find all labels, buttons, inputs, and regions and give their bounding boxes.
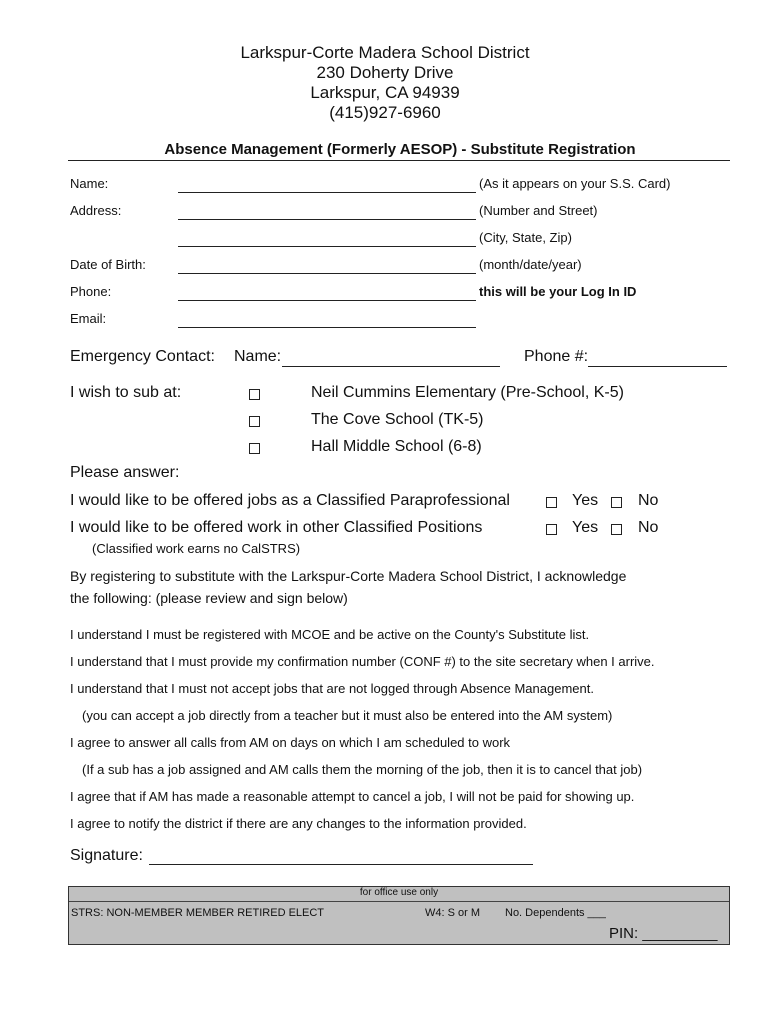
office-pin: PIN: _________ [609,925,718,942]
title-rule [68,160,730,161]
email-label: Email: [70,311,107,326]
name-field[interactable] [178,192,476,193]
district-phone: (415)927-6960 [329,103,441,122]
school-hall: Hall Middle School (6-8) [311,438,482,455]
statement-accept-note: (you can accept a job directly from a teacher but it must also be entered into the AM system) [82,708,613,723]
form-title: Absence Management (Formerly AESOP) - Substitute Registration [164,141,636,158]
statement-mcoe: I understand I must be registered with MCOE and be active on the County's Substitute list. [70,627,590,642]
address-city-field[interactable] [178,246,476,247]
dob-label: Date of Birth: [70,257,146,272]
emergency-name-field[interactable] [282,366,500,367]
office-w4: W4: S or M [425,907,481,919]
yes-checkbox-classified[interactable] [546,524,557,535]
emergency-label: Emergency Contact: [70,348,215,365]
signature-field[interactable] [149,864,533,865]
emergency-phone-field[interactable] [588,366,727,367]
statement-cancel-note: (If a sub has a job assigned and AM calls them the morning of the job, then it is to cancel that job) [82,762,643,777]
name-label: Name: [70,176,109,191]
statement-conf: I understand that I must provide my confirmation number (CONF #) to the site secretary when I arrive. [70,654,655,669]
no-checkbox-paraprofessional[interactable] [611,497,622,508]
no-label: No [638,492,659,509]
office-use-box [68,886,730,945]
email-field[interactable] [178,327,476,328]
office-use-header: for office use only [359,887,439,898]
yes-label: Yes [572,492,599,509]
question-paraprofessional: I would like to be offered jobs as a Classified Paraprofessional [70,492,510,509]
district-city: Larkspur, CA 94939 [310,83,460,102]
emergency-name-label: Name: [234,348,282,365]
emergency-phone-label: Phone #: [524,348,589,365]
district-street: 230 Doherty Drive [316,63,454,82]
school-checkbox-neil-cummins[interactable] [249,389,260,400]
statement-accept-jobs: I understand that I must not accept jobs that are not logged through Absence Management. [70,681,594,696]
address-street-field[interactable] [178,219,476,220]
address-city-hint: (City, State, Zip) [479,230,572,245]
phone-field[interactable] [178,300,476,301]
district-name: Larkspur-Corte Madera School District [240,43,530,62]
phone-hint: this will be your Log In ID [479,284,637,299]
dob-hint: (month/date/year) [479,257,582,272]
calstrs-note: (Classified work earns no CalSTRS) [92,541,301,556]
school-checkbox-cove[interactable] [249,416,260,427]
school-neil-cummins: Neil Cummins Elementary (Pre-School, K-5) [311,384,624,401]
office-strs: STRS: NON-MEMBER MEMBER RETIRED ELECT [71,907,325,919]
no-checkbox-classified[interactable] [611,524,622,535]
acknowledge-line2: the following: (please review and sign below) [70,590,348,606]
phone-label: Phone: [70,284,112,299]
school-checkbox-hall[interactable] [249,443,260,454]
yes-checkbox-paraprofessional[interactable] [546,497,557,508]
office-dependents: No. Dependents ___ [505,907,606,919]
address-label: Address: [70,203,122,218]
question-classified: I would like to be offered work in other Classified Positions [70,519,483,536]
signature-label: Signature: [70,847,143,864]
please-answer-label: Please answer: [70,464,180,481]
statement-answer-calls: I agree to answer all calls from AM on days on which I am scheduled to work [70,735,511,750]
name-hint: (As it appears on your S.S. Card) [479,176,671,191]
school-cove: The Cove School (TK-5) [311,411,484,428]
address-hint: (Number and Street) [479,203,598,218]
office-divider [69,901,729,902]
statement-notify: I agree to notify the district if there are any changes to the information provided. [70,816,527,831]
dob-field[interactable] [178,273,476,274]
statement-not-paid: I agree that if AM has made a reasonable attempt to cancel a job, I will not be paid for showing up. [70,789,635,804]
acknowledge-line1: By registering to substitute with the Larkspur-Corte Madera School District, I acknowledge [70,568,627,584]
sub-at-label: I wish to sub at: [70,384,182,401]
no-label: No [638,519,659,536]
yes-label: Yes [572,519,599,536]
